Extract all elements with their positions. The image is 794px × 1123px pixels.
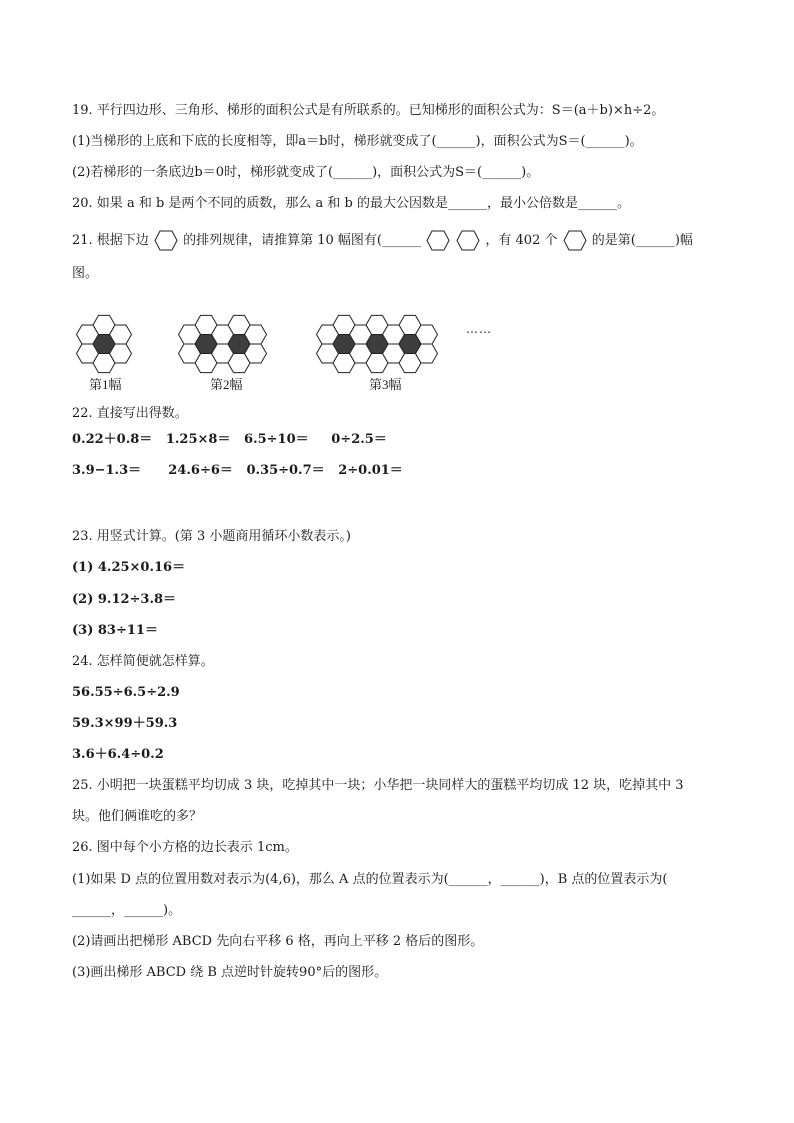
caption-figure-3: 第3幅 <box>369 377 402 392</box>
hexagon-filled <box>93 334 115 353</box>
q26-sub3: (3)画出梯形 ABCD 绕 B 点逆时针旋转90°后的图形。 <box>72 965 388 980</box>
q23-item-1: (1) 4.25×0.16＝ <box>72 560 186 575</box>
caption-figure-2: 第2幅 <box>210 377 243 392</box>
q22-stem: 22. 直接写出得数。 <box>72 406 188 421</box>
hexagon-icon <box>563 230 587 251</box>
hexagon-filled <box>228 334 250 353</box>
hexagon-filled <box>399 334 421 353</box>
q26-sub1b: ______，______)。 <box>72 903 182 918</box>
q21-line2: 图。 <box>72 266 99 281</box>
hexagon-icon <box>456 230 480 251</box>
hexagon-filled <box>333 334 355 353</box>
q21-line1 <box>72 230 722 251</box>
q20: 20. 如果 a 和 b 是两个不同的质数，那么 a 和 b 的最大公因数是______，最小公倍数是______。 <box>72 196 631 211</box>
hexagon-pattern-figure <box>60 292 520 400</box>
hexagon-filled <box>366 334 388 353</box>
hexagon-filled <box>195 334 217 353</box>
q22-row1: 0.22＋0.8＝ 1.25×8＝ 6.5÷10＝ 0÷2.5＝ <box>72 432 387 447</box>
q24-item-1: 56.55÷6.5÷2.9 <box>72 685 180 700</box>
q23-item-2: (2) 9.12÷3.8＝ <box>72 592 177 607</box>
q21-part-d: 的是第(______)幅 <box>591 233 693 248</box>
hexagon-icon <box>154 230 178 251</box>
q24-stem: 24. 怎样简便就怎样算。 <box>72 654 214 669</box>
caption-figure-1: 第1幅 <box>89 377 122 392</box>
q21-part-a: 21. 根据下边 <box>72 233 149 248</box>
q23-item-3: (3) 83÷11＝ <box>72 623 158 638</box>
q22-row2: 3.9−1.3＝ 24.6÷6＝ 0.35÷0.7＝ 2÷0.01＝ <box>72 463 403 478</box>
q26-sub1a: (1)如果 D 点的位置用数对表示为(4,6)，那么 A 点的位置表示为(______，______)，B 点的位置表示为( <box>72 872 668 887</box>
q19-sub1: (1)当梯形的上底和下底的长度相等，即a＝b时，梯形就变成了(______)，面积公式为S＝(______)。 <box>72 134 643 149</box>
hexagon-icon <box>426 230 450 251</box>
q26-stem: 26. 图中每个小方格的边长表示 1cm。 <box>72 840 298 855</box>
q21-part-c: ，有 402 个 <box>485 233 558 248</box>
q26-sub2: (2)请画出把梯形 ABCD 先向右平移 6 格，再向上平移 2 格后的图形。 <box>72 934 484 949</box>
q21-part-b: 的排列规律，请推算第 10 幅图有(______ <box>183 233 421 248</box>
q24-item-2: 59.3×99＋59.3 <box>72 716 178 731</box>
q24-item-3: 3.6＋6.4÷0.2 <box>72 747 164 762</box>
q25-line2: 块。他们俩谁吃的多？ <box>72 809 203 824</box>
q19-stem: 19. 平行四边形、三角形、梯形的面积公式是有所联系的。已知梯形的面积公式为：S＝(a＋b)×h÷2。 <box>72 103 665 118</box>
q25-line1: 25. 小明把一块蛋糕平均切成 3 块，吃掉其中一块；小华把一块同样大的蛋糕平均切成 12 块，吃掉其中 3 <box>72 778 684 793</box>
continuation-dots: …… <box>466 322 492 336</box>
q23-stem: 23. 用竖式计算。(第 3 小题商用循环小数表示。) <box>72 529 351 544</box>
q19-sub2: (2)若梯形的一条底边b＝0时，梯形就变成了(______)，面积公式为S＝(______)。 <box>72 165 540 180</box>
